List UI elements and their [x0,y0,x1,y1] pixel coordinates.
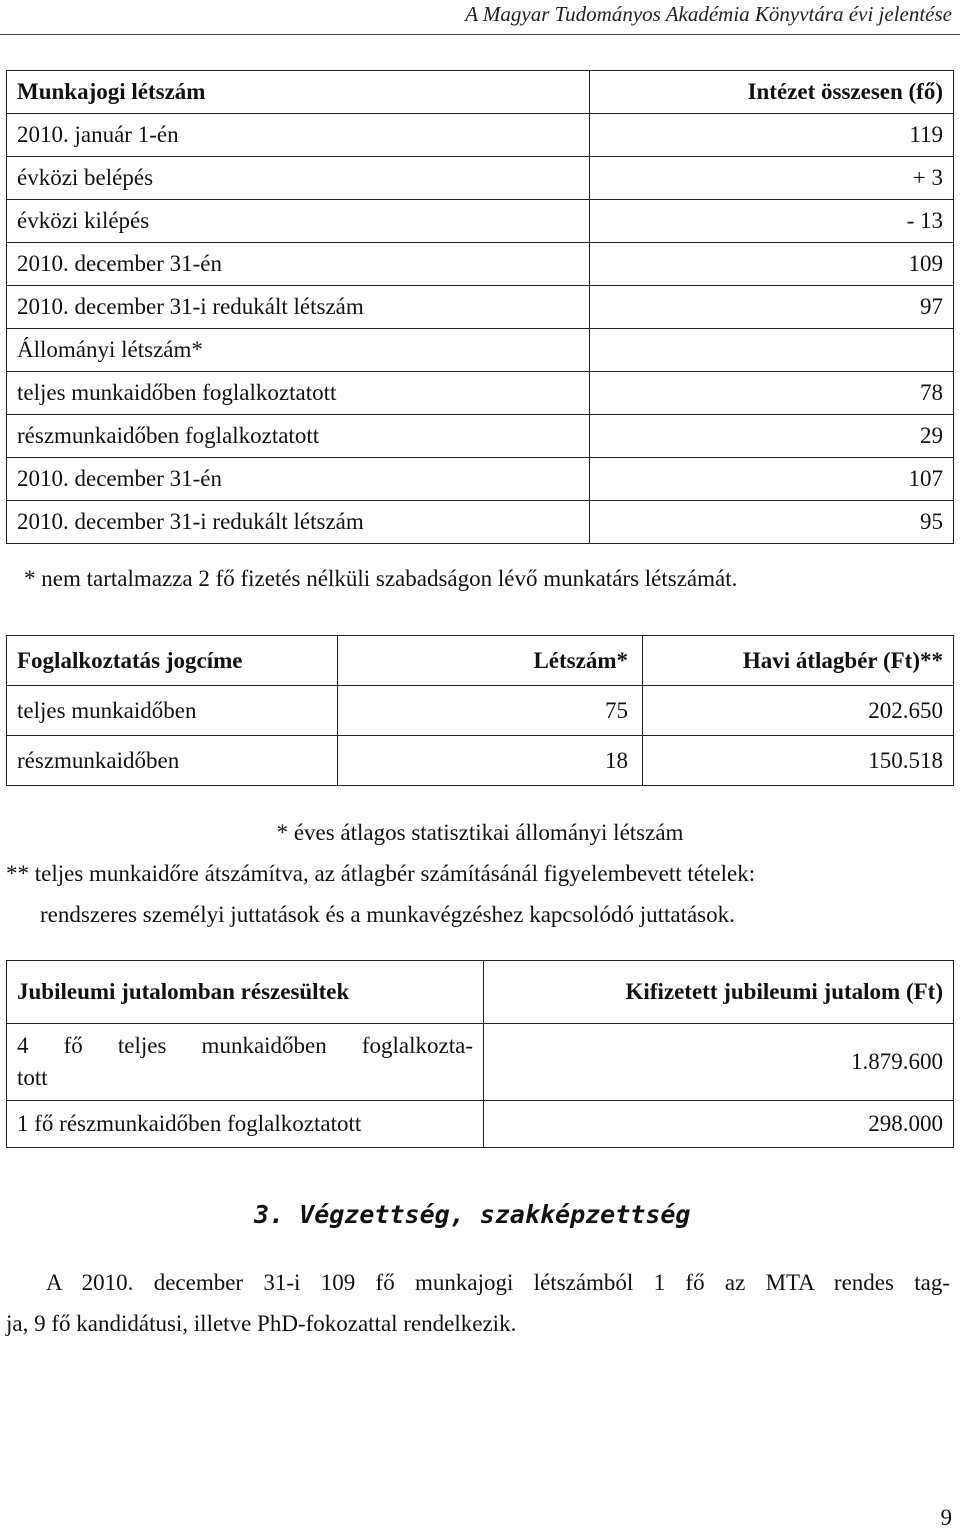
running-header: A Magyar Tudományos Akadémia Könyvtára évi jelentése [465,2,952,26]
row-label: részmunkaidőben foglalkoztatott [7,415,590,458]
row-label: 1 fő részmunkaidőben foglalkoztatott [7,1101,484,1148]
staff-count-table [6,70,954,544]
table-row [7,458,954,501]
body-paragraph [6,1262,950,1344]
row-value [590,329,954,372]
row-salary: 150.518 [643,736,954,786]
row-label: teljes munkaidőben foglalkoztatott [7,372,590,415]
row-value: 1.879.600 [484,1024,954,1101]
row-label-line: 4 fő teljes munkaidőben foglalkozta- [17,1033,473,1058]
header-cell: Létszám* [338,636,643,686]
row-label: 2010. január 1-én [7,114,590,157]
table-row [7,415,954,458]
table-row [7,686,954,736]
section-title: 3. Végzettség, szakképzettség [254,1200,691,1229]
header-cell: Kifizetett jubileumi jutalom (Ft) [484,961,954,1024]
paragraph-line: A 2010. december 31-i 109 fő munkajogi létszámból 1 fő az MTA rendes tag- [46,1270,950,1295]
row-value: - 13 [590,200,954,243]
jubilee-table [6,960,954,1148]
table-row [7,1024,954,1101]
row-label: teljes munkaidőben [7,686,338,736]
footnote: * éves átlagos statisztikai állományi létszám [276,820,684,845]
row-label: Állományi létszám* [7,329,590,372]
salary-table [6,635,954,786]
row-label: 2010. december 31-én [7,458,590,501]
footnote: rendszeres személyi juttatások és a munkavégzéshez kapcsolódó juttatások. [40,902,735,927]
table-row [7,200,954,243]
table-row [7,157,954,200]
page-number: 9 [940,1505,952,1530]
table-row [7,501,954,544]
paragraph-line: ja, 9 fő kandidátusi, illetve PhD-fokozattal rendelkezik. [6,1311,517,1336]
row-value: 298.000 [484,1101,954,1148]
row-count: 18 [338,736,643,786]
row-salary: 202.650 [643,686,954,736]
footnote: ** teljes munkaidőre átszámítva, az átlagbér számításánál figyelembevett tételek: [6,861,756,886]
table-row [7,736,954,786]
table-row [7,114,954,157]
footnotes [0,812,960,935]
row-value: + 3 [590,157,954,200]
table-header-row [7,961,954,1024]
table-header-row [7,636,954,686]
table-row [7,243,954,286]
header-cell: Foglalkoztatás jogcíme [7,636,338,686]
row-value: 78 [590,372,954,415]
row-value: 29 [590,415,954,458]
row-value: 109 [590,243,954,286]
row-value: 97 [590,286,954,329]
table-row [7,329,954,372]
row-label: részmunkaidőben [7,736,338,786]
row-count: 75 [338,686,643,736]
table-header-row [7,71,954,114]
header-cell: Intézet összesen (fő) [590,71,954,114]
table-row [7,1101,954,1148]
row-label: 2010. december 31-i redukált létszám [7,501,590,544]
row-value: 119 [590,114,954,157]
header-cell: Jubileumi jutalomban részesültek [7,961,484,1024]
row-label: 2010. december 31-i redukált létszám [7,286,590,329]
header-cell: Munkajogi létszám [7,71,590,114]
page-header [0,0,960,35]
row-label [7,1024,484,1101]
table-row [7,372,954,415]
row-value: 107 [590,458,954,501]
row-label-line: tott [17,1065,48,1090]
row-label: évközi kilépés [7,200,590,243]
row-label: 2010. december 31-én [7,243,590,286]
table-row [7,286,954,329]
row-label: évközi belépés [7,157,590,200]
header-cell: Havi átlagbér (Ft)** [643,636,954,686]
row-value: 95 [590,501,954,544]
footnote: * nem tartalmazza 2 fő fizetés nélküli szabadságon lévő munkatárs létszámát. [24,566,738,591]
